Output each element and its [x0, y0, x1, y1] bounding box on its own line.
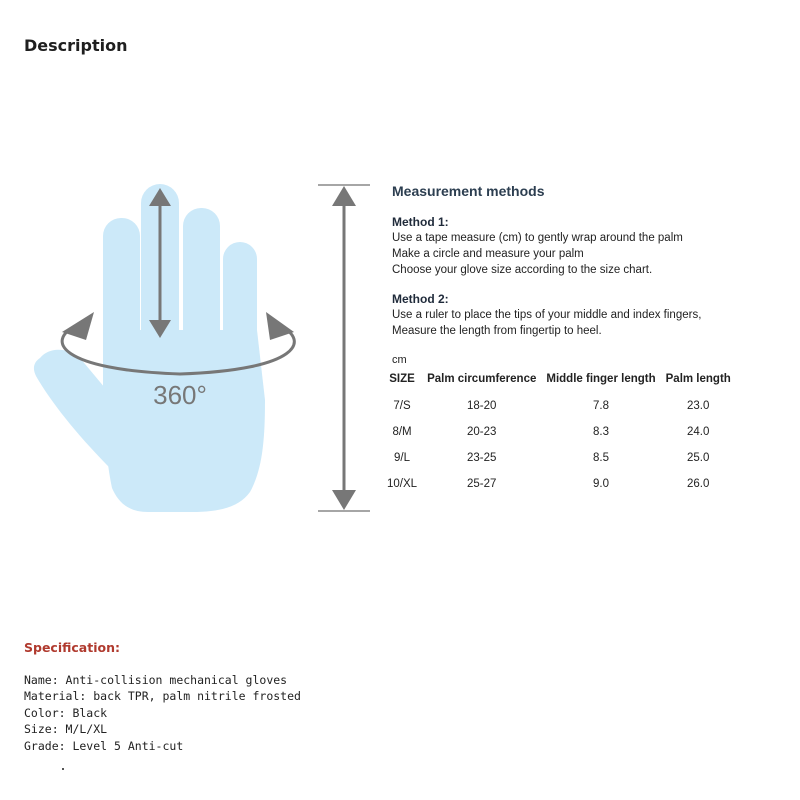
method-line: Make a circle and measure your palm — [392, 248, 584, 260]
column-header: SIZE — [389, 373, 415, 385]
table-cell: 8.3 — [593, 426, 609, 438]
table-cell: 25-27 — [467, 478, 497, 490]
divider-dot — [62, 768, 64, 770]
spec-item: Grade: Level 5 Anti-cut — [24, 738, 184, 753]
measurement-title: Measurement methods — [392, 183, 545, 199]
table-row — [382, 419, 736, 445]
table-row — [382, 471, 736, 497]
method-line: Use a tape measure (cm) to gently wrap around the palm — [392, 232, 683, 244]
method-1-heading: Method 1: — [392, 215, 449, 229]
size-chart-table — [382, 367, 736, 497]
method-2 — [392, 292, 797, 339]
table-cell: 25.0 — [687, 452, 710, 464]
table-row — [382, 393, 736, 419]
hand-icon — [34, 184, 265, 512]
table-cell: 9/L — [394, 452, 411, 464]
table-cell: 7/S — [393, 400, 411, 412]
column-header: Palm circumference — [427, 373, 537, 385]
table-cell: 8/M — [392, 426, 412, 438]
spec-item: Color: Black — [24, 705, 108, 720]
spec-item: Name: Anti-collision mechanical gloves — [24, 673, 288, 687]
measurement-methods — [387, 183, 797, 497]
method-line: Use a ruler to place the tips of your middle and index fingers, — [392, 309, 702, 321]
table-cell: 9.0 — [593, 478, 609, 490]
page-title: Description — [24, 36, 128, 55]
method-line: Measure the length from fingertip to heel. — [392, 325, 602, 337]
table-cell: 10/XL — [387, 478, 418, 490]
table-cell: 7.8 — [593, 400, 609, 412]
table-cell: 23-25 — [467, 452, 497, 464]
table-cell: 24.0 — [687, 426, 710, 438]
rotation-label: 360° — [153, 380, 207, 410]
method-line: Choose your glove size according to the size chart. — [392, 264, 653, 276]
unit-label: cm — [392, 354, 407, 366]
spec-item: Material: back TPR, palm nitrile frosted — [24, 689, 301, 704]
method-1 — [392, 215, 797, 278]
table-cell: 26.0 — [687, 478, 710, 490]
spec-item: Size: M/L/XL — [24, 722, 108, 737]
table-cell: 20-23 — [467, 426, 497, 438]
table-cell: 18-20 — [467, 400, 497, 412]
column-header: Middle finger length — [546, 373, 656, 385]
hand-length-arrow-icon — [318, 185, 370, 511]
specification-list — [24, 672, 301, 754]
column-header: Palm length — [665, 373, 731, 385]
table-cell: 23.0 — [687, 400, 710, 412]
hand-measurement-figure — [0, 170, 380, 530]
method-2-heading: Method 2: — [392, 292, 449, 306]
specification-title: Specification: — [24, 640, 120, 655]
table-header-row — [382, 367, 736, 393]
table-row — [382, 445, 736, 471]
table-cell: 8.5 — [593, 452, 609, 464]
